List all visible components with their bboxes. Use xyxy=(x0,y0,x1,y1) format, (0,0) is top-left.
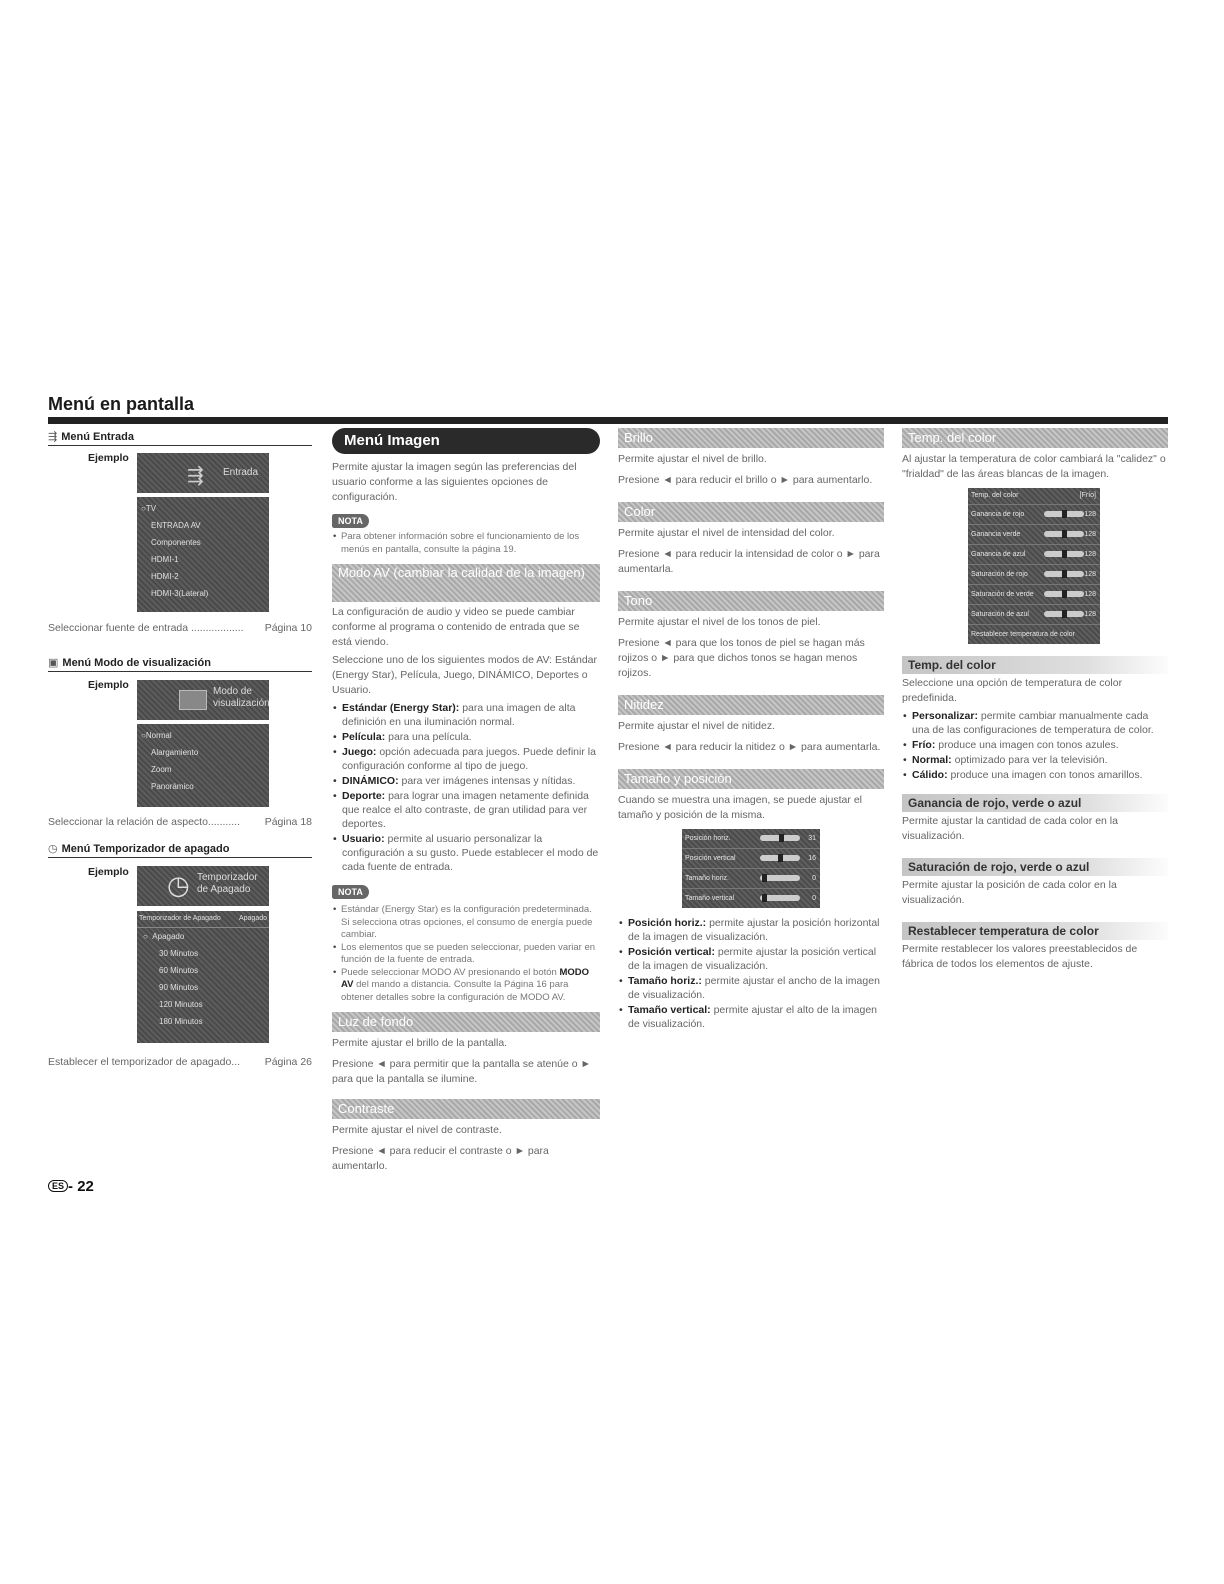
list-item: • Frío: produce una imagen con tonos azules. xyxy=(912,738,1168,752)
nota-badge: NOTA xyxy=(332,514,369,528)
modo-ref: Seleccionar la relación de aspecto........... Página 18 xyxy=(48,816,312,828)
restablecer-p1: Permite restablecer los valores preestablecidos de fábrica de todos los elementos de ajuste. xyxy=(902,943,1138,970)
temporizador-screen-list xyxy=(137,911,269,1043)
clock-icon: ◷ xyxy=(48,843,58,855)
page-number: ES - 22 xyxy=(48,1178,94,1195)
col4 xyxy=(902,428,1168,978)
modo-screen-header: Modo de visualización xyxy=(137,680,269,720)
slider-bar xyxy=(760,835,800,841)
ejemplo-label: Ejemplo xyxy=(88,679,129,691)
color-p1: Permite ajustar el nivel de intensidad del color. xyxy=(618,527,835,539)
list-item: Panorámico xyxy=(151,782,194,791)
table-row: Ganancia verde 128 xyxy=(968,525,1100,545)
menu-modo-heading: ▣ Menú Modo de visualización xyxy=(48,656,312,672)
list-item: • Cálido: produce una imagen con tonos amarillos. xyxy=(912,768,1168,782)
list-item: • Tamaño vertical: permite ajustar el alto de la imagen de visualización. xyxy=(628,1003,884,1031)
title-rule xyxy=(48,417,1168,424)
ganancia-p1: Permite ajustar la cantidad de cada color en la visualización. xyxy=(902,815,1118,842)
slider-bar xyxy=(760,895,800,901)
slider-bar xyxy=(1044,511,1084,517)
list-item: • Puede seleccionar MODO AV presionando el botón MODO AV del mando a distancia. Consulte la Página 16 para obtener detalles sobre la configuración de MODO AV. xyxy=(341,967,600,1005)
screen-icon: ▣ xyxy=(48,657,59,669)
color-header: Color xyxy=(618,502,884,522)
table-row: Saturación de verde 128 xyxy=(968,585,1100,605)
list-item: • Juego: opción adecuada para juegos. Puede definir la configuración conforme al tipo de juego. xyxy=(342,745,600,773)
modo-av-header: Modo AV (cambiar la calidad de la imagen) xyxy=(332,564,600,602)
table-header: Temporizador de Apagado Apagado xyxy=(137,911,269,928)
temporizador-screen-header: ◷ Temporizador de Apagado xyxy=(137,866,269,906)
tamano-p1: Cuando se muestra una imagen, se puede ajustar el tamaño y posición de la misma. xyxy=(618,794,862,821)
clock-icon: ◷ xyxy=(167,870,190,900)
nitidez-p1: Permite ajustar el nivel de nitidez. xyxy=(618,720,775,732)
contraste-header: Contraste xyxy=(332,1099,600,1119)
saturacion-subheader: Saturación de rojo, verde o azul xyxy=(902,858,1168,876)
table-row: Ganancia de azul 128 xyxy=(968,545,1100,565)
list-item: ○ Apagado xyxy=(143,932,185,941)
ejemplo-label: Ejemplo xyxy=(88,866,129,878)
nota-list xyxy=(332,904,600,1004)
modo-screen-list xyxy=(137,724,269,807)
list-item: ○Normal xyxy=(141,731,172,740)
list-item: • DINÁMICO: para ver imágenes intensas y nítidas. xyxy=(342,774,600,788)
saturacion-p1: Permite ajustar la posición de cada color en la visualización. xyxy=(902,879,1117,906)
slider-bar xyxy=(1044,531,1084,537)
list-item: • Para obtener información sobre el funcionamiento de los menús en pantalla, consulte la página 19. xyxy=(341,531,600,556)
nitidez-header: Nitidez xyxy=(618,695,884,715)
list-item: HDMI-2 xyxy=(151,572,179,581)
slider-bar xyxy=(1044,571,1084,577)
menu-temporizador-section xyxy=(48,842,312,858)
list-item: • Deporte: para lograr una imagen netamente definida que realce el alto contraste, de gran utilidad para ver deportes. xyxy=(342,789,600,831)
list-item: 120 Minutos xyxy=(159,1000,203,1009)
list-item: 180 Minutos xyxy=(159,1017,203,1026)
entrada-screen-header: ⇶ Entrada xyxy=(137,453,269,493)
list-item: • Los elementos que se pueden seleccionar, pueden variar en función de la fuente de entrada. xyxy=(341,942,600,967)
luz-de-fondo-header: Luz de fondo xyxy=(332,1012,600,1032)
slider-bar xyxy=(1044,591,1084,597)
list-item: ENTRADA AV xyxy=(151,521,201,530)
slider-bar xyxy=(1044,611,1084,617)
luz-p2: Presione ◄ para permitir que la pantalla se atenúe o ► para que la pantalla se ilumine. xyxy=(332,1058,591,1085)
slider-bar xyxy=(760,855,800,861)
list-item: • Tamaño horiz.: permite ajustar el ancho de la imagen de visualización. xyxy=(628,974,884,1002)
menu-entrada-section xyxy=(48,430,312,446)
modo-av-p1: La configuración de audio y video se puede cambiar conforme al programa o contenido de entrada que se está viendo. xyxy=(332,606,580,648)
color-p2: Presione ◄ para reducir la intensidad de color o ► para aumentarla. xyxy=(618,548,880,575)
temp-table xyxy=(968,488,1100,644)
table-row: Posición horiz. 31 xyxy=(682,829,820,849)
modo-av-list xyxy=(332,701,600,874)
restablecer-subheader: Restablecer temperatura de color xyxy=(902,922,1168,940)
list-item: • Estándar (Energy Star) es la configuración predeterminada. Si selecciona otras opciones, el consumo de energía puede cambiar. xyxy=(341,904,600,942)
list-item: • Posición vertical: permite ajustar la posición vertical de la imagen de visualización. xyxy=(628,945,884,973)
table-row: Restablecer temperatura de color xyxy=(971,631,1075,638)
list-item: • Usuario: permite al usuario personalizar la configuración a su gusto. Puede establecer el modo de cada fuente de entrada. xyxy=(342,832,600,874)
list-item: • Personalizar: permite cambiar manualmente cada una de las configuraciones de temperatura de color. xyxy=(912,709,1168,737)
table-row: Tamaño vertical 0 xyxy=(685,895,816,902)
table-row: Tamaño horiz. 0 xyxy=(682,869,820,889)
nitidez-p2: Presione ◄ para reducir la nitidez o ► para aumentarla. xyxy=(618,741,881,753)
table-row: Ganancia de rojo 128 xyxy=(968,505,1100,525)
modo-av-p2: Seleccione uno de los siguientes modos de AV: Estándar (Energy Star), Película, Juego, DINÁMICO, Deportes o Usuario. xyxy=(332,654,598,696)
tamano-list xyxy=(618,916,884,1031)
luz-p1: Permite ajustar el brillo de la pantalla. xyxy=(332,1037,508,1049)
list-item: Alargamiento xyxy=(151,748,199,757)
temp-color-header: Temp. del color xyxy=(902,428,1168,448)
entrada-ref: Seleccionar fuente de entrada .................. Página 10 xyxy=(48,622,312,634)
tamano-table xyxy=(682,829,820,908)
list-item: 30 Minutos xyxy=(159,949,199,958)
input-icon: ⇶ xyxy=(187,465,204,487)
menu-imagen-column xyxy=(332,428,600,1180)
list-item: 60 Minutos xyxy=(159,966,199,975)
temp2-list xyxy=(902,709,1168,782)
temp2-p1: Seleccione una opción de temperatura de color predefinida. xyxy=(902,677,1123,704)
temporizador-ref: Establecer el temporizador de apagado... Página 26 xyxy=(48,1056,312,1068)
table-row: Saturación de rojo 128 xyxy=(968,565,1100,585)
tono-p1: Permite ajustar el nivel de los tonos de piel. xyxy=(618,616,821,628)
menu-imagen-title: Menú Imagen xyxy=(332,428,600,454)
brillo-header: Brillo xyxy=(618,428,884,448)
contraste-p2: Presione ◄ para reducir el contraste o ► para aumentarlo. xyxy=(332,1145,549,1172)
list-item: Zoom xyxy=(151,765,172,774)
tamano-header: Tamaño y posición xyxy=(618,769,884,789)
entrada-screen-list xyxy=(137,497,269,612)
lang-badge: ES xyxy=(48,1180,68,1192)
list-item: • Posición horiz.: permite ajustar la posición horizontal de la imagen de visualización. xyxy=(628,916,884,944)
temp-p1: Al ajustar la temperatura de color cambiará la "calidez" o "frialdad" de las áreas blancas de la imagen. xyxy=(902,453,1166,480)
contraste-p1: Permite ajustar el nivel de contraste. xyxy=(332,1124,502,1136)
list-item: HDMI-1 xyxy=(151,555,179,564)
nota-badge: NOTA xyxy=(332,885,369,899)
slider-bar xyxy=(1044,551,1084,557)
list-item: ○TV xyxy=(141,504,157,513)
table-row: Saturación de azul 128 xyxy=(968,605,1100,625)
menu-entrada-heading: ⇶ Menú Entrada xyxy=(48,430,312,446)
ganancia-subheader: Ganancia de rojo, verde o azul xyxy=(902,794,1168,812)
list-item: • Película: para una película. xyxy=(342,730,600,744)
intro-text: Permite ajustar la imagen según las preferencias del usuario conforme a las siguientes opciones de configuración. xyxy=(332,461,577,503)
list-item: • Normal: optimizado para ver la televisión. xyxy=(912,753,1168,767)
table-row: Posición vertical 16 xyxy=(682,849,820,869)
col3 xyxy=(618,428,884,1032)
ejemplo-label: Ejemplo xyxy=(88,452,129,464)
list-item: HDMI-3(Lateral) xyxy=(151,589,209,598)
brillo-p2: Presione ◄ para reducir el brillo o ► para aumentarlo. xyxy=(618,474,873,486)
page-title: Menú en pantalla xyxy=(48,394,195,414)
table-header: Temp. del color [Frío] xyxy=(968,488,1100,505)
tono-header: Tono xyxy=(618,591,884,611)
brillo-p1: Permite ajustar el nivel de brillo. xyxy=(618,453,767,465)
list-item: • Estándar (Energy Star): para una imagen de alta definición en una iluminación normal. xyxy=(342,701,600,729)
screen-icon xyxy=(179,690,207,710)
menu-modo-section xyxy=(48,656,312,672)
menu-temporizador-heading: ◷ Menú Temporizador de apagado xyxy=(48,842,312,858)
input-icon: ⇶ xyxy=(48,431,58,443)
slider-bar xyxy=(760,875,800,881)
list-item: Componentes xyxy=(151,538,201,547)
tono-p2: Presione ◄ para que los tonos de piel se hagan más rojizos o ► para que dichos tonos se hagan menos rojizos. xyxy=(618,637,865,679)
nota-list xyxy=(332,531,600,556)
list-item: 90 Minutos xyxy=(159,983,199,992)
temp-color-subheader: Temp. del color xyxy=(902,656,1168,674)
